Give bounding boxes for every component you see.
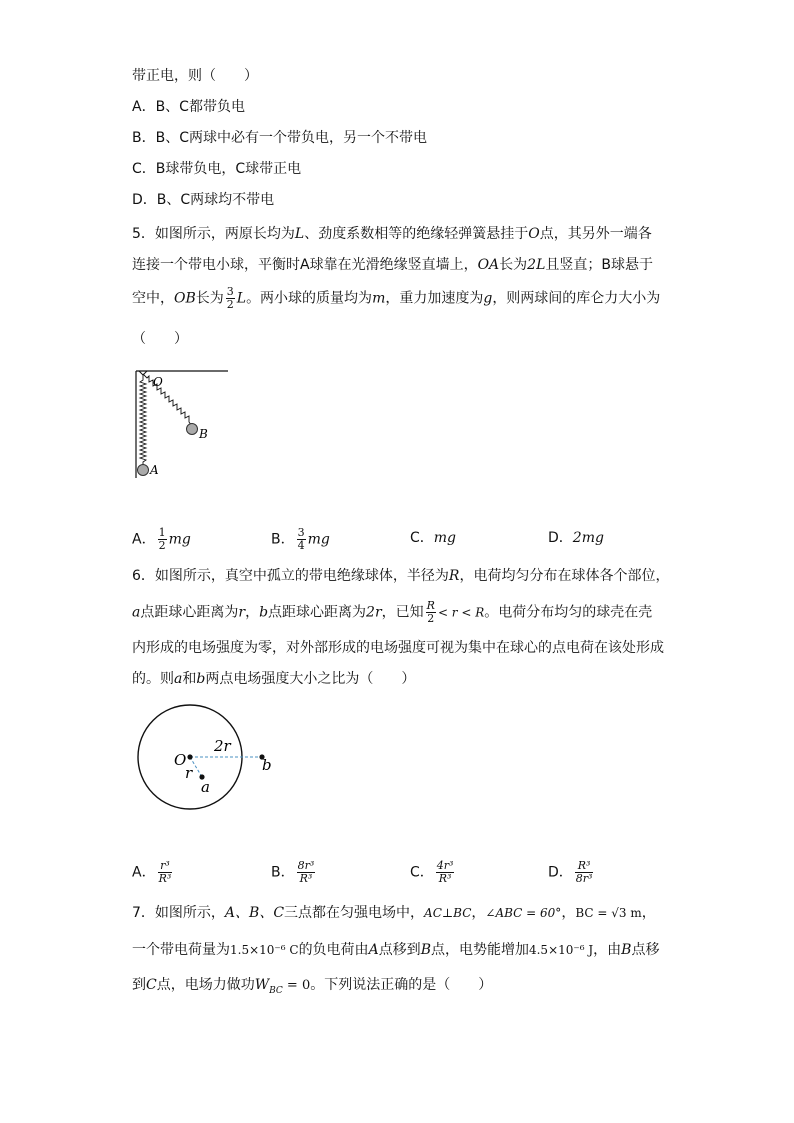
q5-stem-line1: 5．如图所示，两原长均为L、劲度系数相等的绝缘轻弹簧悬挂于O点，其另外一端各 xyxy=(132,226,652,242)
q4-option-b: B．B、C两球中必有一个带负电，另一个不带电 xyxy=(132,130,427,146)
label-o: O xyxy=(174,751,187,769)
q5-option-d: D．2mg xyxy=(548,530,604,546)
q6-option-c: C． $\frac{\text{4r³}}{\text{R³}}$ xyxy=(410,859,454,885)
spring-ob xyxy=(143,374,192,426)
q5-stem-line2: 连接一个带电小球，平衡时A球靠在光滑绝缘竖直墙上，OA长为2L且竖直；B球悬于 xyxy=(132,257,653,273)
q6-sphere-figure xyxy=(130,700,290,820)
q5-answer-paren: （ ） xyxy=(132,331,188,347)
q6-stem-line4: 的。则a和b两点电场强度大小之比为（ ） xyxy=(132,671,416,687)
q6-option-a: A． $\frac{\text{r³}}{\text{R³}}$ xyxy=(132,859,172,885)
q7-stem-line1: 7．如图所示，A、B、C三点都在匀强电场中，AC⊥BC，∠ABC = 60°，BC = √3 m， xyxy=(132,905,656,921)
ball-b xyxy=(187,424,198,435)
q5-option-b: B． $\frac{3}{4}$ mg xyxy=(271,526,330,552)
q7-stem-line2: 一个带电荷量为1.5×10⁻⁶ C的负电荷由A点移到B点，电势能增加4.5×10⁻⁶ J，由B点移 xyxy=(132,942,660,958)
q5-fraction-3-2: $\frac{3}{2}$ xyxy=(226,285,234,311)
center-o xyxy=(187,754,192,759)
label-o: O xyxy=(153,375,163,389)
q5-option-c: C．mg xyxy=(410,530,457,546)
q4-option-d: D．B、C两球均不带电 xyxy=(132,192,275,208)
label-b: B xyxy=(199,427,208,441)
ball-a xyxy=(138,465,149,476)
q6-option-d: D． $\frac{\text{R³}}{\text{8r³}}$ xyxy=(548,859,593,885)
label-2r: 2r xyxy=(214,737,231,755)
label-a: A xyxy=(150,463,159,477)
q5-spring-figure xyxy=(128,366,238,484)
spring-oa xyxy=(140,374,146,466)
q4-option-c: C．B球带负电，C球带正电 xyxy=(132,161,302,177)
q6-stem-line1: 6．如图所示，真空中孤立的带电绝缘球体，半径为R，电荷均匀分布在球体各个部位， xyxy=(132,568,670,584)
q6-stem-line3: 内形成的电场强度为零，对外部形成的电场强度可视为集中在球心的点电荷在该处形成 xyxy=(132,640,664,656)
q4-option-a: A．B、C都带负电 xyxy=(132,99,245,115)
q6-option-b: B． $\frac{\text{8r³}}{\text{R³}}$ xyxy=(271,859,315,885)
label-b: b xyxy=(262,756,272,774)
q5-stem-line3: 空中，OB长为 $\frac{3}{2}$ L。两小球的质量均为m，重力加速度为g，则两球间的库仑力大小为 xyxy=(132,285,661,311)
label-r: r xyxy=(185,764,193,782)
q4-stem-tail: 带正电，则（ ） xyxy=(132,68,258,84)
q5-option-a: A． $\frac{1}{2}$ mg xyxy=(132,526,191,552)
label-a: a xyxy=(201,778,210,796)
q6-stem-line2: a点距球心距离为r，b点距球心距离为2r，已知 $\frac{R}{2}$ < r < R。电荷分布均匀的球壳在壳 xyxy=(132,599,653,625)
q7-stem-line3: 到C点，电场力做功$W_{BC} = 0$。下列说法正确的是（ ） xyxy=(132,977,493,996)
